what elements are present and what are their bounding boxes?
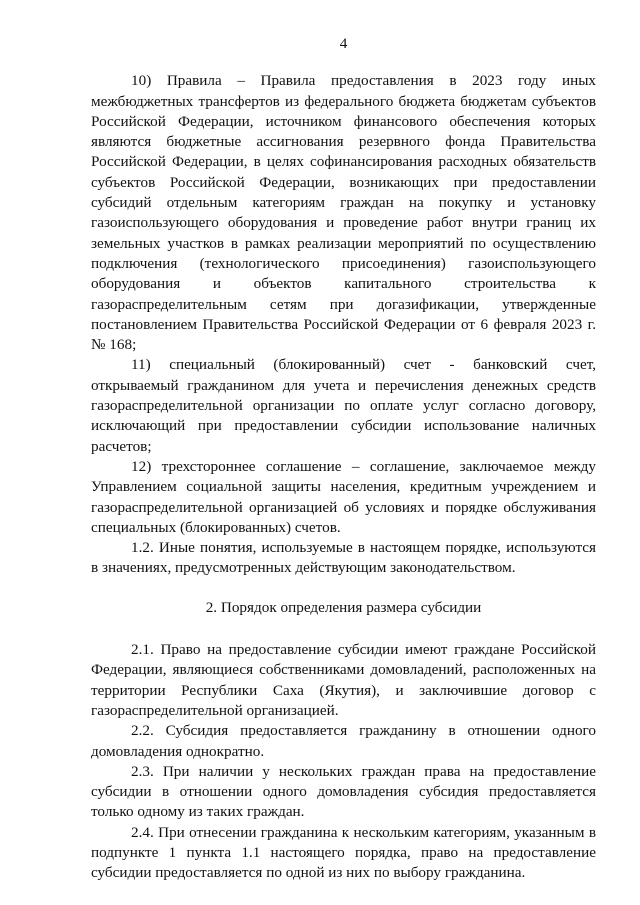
clause-1-2-paragraph: 1.2. Иные понятия, используемые в настоящем порядке, используются в значениях, предусмотренных действующим законодательством. [91,539,596,577]
clause-2-2-paragraph: 2.2. Субсидия предоставляется гражданину в отношении одного домовладения однократно. [91,722,596,760]
clause-2-1-paragraph: 2.1. Право на предоставление субсидии имеют граждане Российской Федерации, являющиеся собственниками домовладений, расположенных на территории Республики Саха (Якутия), и заключившие договор с газораспределительной организацией. [91,641,596,719]
definition-paragraph-10: 10) Правила – Правила предоставления в 2023 году иных межбюджетных трансфертов из федерального бюджета бюджетам субъектов Российской Федерации, источником финансового обеспечения которых являются бюджетные ассигнования резервного фонда Правительства Российской Федерации, в целях софинансирования расходных обязательств субъектов Российской Федерации, возникающих при предоставлении субсидий отдельным категориям граждан на покупку и установку газоиспользующего оборудования и проведение работ внутри границ их земельных участков в рамках реализации мероприятий по осуществлению подключения (технологического присоединения) газоиспользующего оборудования и объектов капитального строительства к газораспределительным сетям при догазификации, утвержденные постановлением Правительства Российской Федерации от 6 февраля 2023 г. № 168; [91,72,596,354]
document-page [91,34,596,884]
section-heading: 2. Порядок определения размера субсидии [205,598,482,616]
definition-paragraph-12: 12) трехстороннее соглашение – соглашение, заключаемое между Управлением социальной защиты населения, кредитным учреждением и газораспределительной организацией об условиях и порядке обслуживания специальных (блокированных) счетов. [91,457,596,536]
definition-paragraph-11: 11) специальный (блокированный) счет - банковский счет, открываемый гражданином для учета и перечисления денежных средств газораспределительной организации по оплате услуг согласно договору, исключающий при предоставлении субсидии использование наличных расчетов; [91,356,596,455]
page-number: 4 [339,35,348,52]
clause-2-4-paragraph: 2.4. При отнесении гражданина к нескольким категориям, указанным в подпункте 1 пункта 1.1 настоящего порядка, право на предоставление субсидии предоставляется по одной из них по выбору гражданина. [91,823,596,882]
clause-2-3-paragraph: 2.3. При наличии у нескольких граждан права на предоставление субсидии в отношении одного домовладения субсидия предоставляется только одному из таких граждан. [91,762,596,821]
